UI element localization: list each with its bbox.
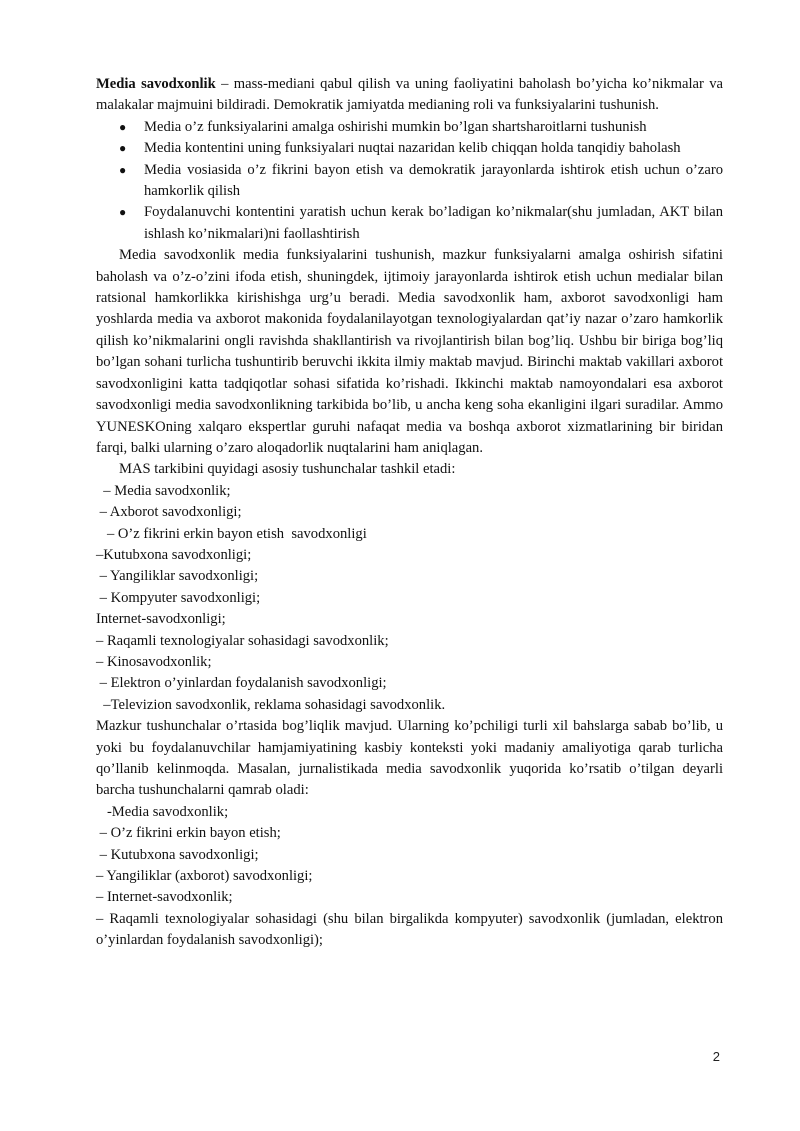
paragraph-concepts: Mazkur tushunchalar o’rtasida bog’liqlik mavjud. Ularning ko’pchiligi turli xil bahslarga sabab bo’lib, u yoki bu foydalanuvchilar hamjamiyatining kasbiy konteksti yoki madaniy amaliyotiga qarab turlicha qo’llanib kelinmoqda. Masalan, jurnalistikada media savodxonlik yuqorida ko’rsatib o’tilgan deyarli barcha tushunchalarni qamrab oladi: [96, 718, 723, 799]
bullet-icon: ● [119, 119, 127, 134]
bullet-icon: ● [119, 162, 127, 177]
journalism-item: – O’z fikrini erkin bayon etish; [96, 825, 281, 842]
mas-item: – Elektron o’yinlardan foydalanish savodxonligi; [96, 675, 387, 692]
mas-item: – Media savodxonlik; [96, 482, 231, 499]
mas-item: – Axborot savodxonligi; [96, 504, 242, 521]
bullet-icon: ● [119, 205, 127, 220]
journalism-item: – Kutubxona savodxonligi; [96, 846, 259, 863]
page-number: 2 [712, 1049, 720, 1064]
intro-paragraph [96, 74, 723, 117]
final-item: – Raqamli texnologiyalar sohasidagi (shu bilan birgalikda kompyuter) savodxonlik (jumladan, elektron o’yinlardan foydalanish savodxonligi); [96, 910, 723, 949]
list-item-text: Media vosiasida o’z fikrini bayon etish va demokratik jarayonlarda ishtirok etish uchun o’zaro hamkorlik qilish [144, 161, 723, 200]
intro-definition: – mass-mediani qabul qilish va uning faoliyatini baholash bo’yicha ko’nikmalar va malakalar majmuini bildiradi. Demokratik jamiyatda medianing roli va funksiyalarini tushunish. [96, 76, 723, 114]
list-item [96, 117, 723, 138]
mas-item: – Yangiliklar savodxonligi; [96, 568, 259, 585]
journalism-item: -Media savodxonlik; [96, 803, 229, 820]
bullet-list [96, 117, 723, 245]
intro-term: Media savodxonlik [96, 76, 216, 92]
mas-item: – Raqamli texnologiyalar sohasidagi savodxonlik; [96, 632, 389, 649]
list-item-text: Media o’z funksiyalarini amalga oshirishi mumkin bo’lgan shartsharoitlarni tushunish [144, 118, 647, 135]
mas-intro: MAS tarkibini quyidagi asosiy tushunchalar tashkil etadi: [119, 461, 456, 478]
mas-item: – O’z fikrini erkin bayon etish savodxonligi [96, 525, 367, 542]
list-item-text: Media kontentini uning funksiyalari nuqtai nazaridan kelib chiqqan holda tanqidiy baholash [144, 140, 681, 157]
list-item [96, 202, 723, 245]
mas-item: –Televizion savodxonlik, reklama sohasidagi savodxonlik. [96, 696, 446, 713]
paragraph-media-literacy: Media savodxonlik media funksiyalarini tushunish, mazkur funksiyalarni amalga oshirish sifatini baholash va o’z-o’zini ifoda etish, shuningdek, ijtimoiy jarayonlarda ishtirok etish uchun medialar bilan ratsional hamkorlikka kirishishga urg’u beradi. Media savodxonlik ham, axborot savodxonligi ham yoshlarda media va axborot makonida foydalanilayotgan texnologiyalardan qat’iy nazar o’zaro hamkorlik qilish ko’nikmalarini ongli ravishda shakllantirish va rivojlantirish bilan bog’liq. Ushbu bir biriga bog’liq bo’lgan sohani turlicha tushuntirib beruvchi ikkita ilmiy maktab mavjud. Birinchi maktab vakillari axborot savodxonligini katta tadqiqotlar sohasi sifatida ko’rishadi. Ikkinchi maktab namoyondalari esa axborot savodxonligi media savodxonlikning tarkibida bo’lib, u ancha keng soha ekanligini ilgari suradilar. Ammo YUNESKOning xalqaro ekspertlar guruhi nafaqat media va boshqa axborot xizmatlarining bir biridan farqi, balki ularning o’zaro aloqadorlik nuqtalarini ham aniqlagan. [96, 247, 723, 456]
document-page [96, 74, 723, 952]
list-item [96, 160, 723, 203]
list-item [96, 138, 723, 159]
mas-item: – Kinosavodxonlik; [96, 653, 212, 670]
bullet-icon: ● [119, 141, 127, 156]
journalism-item: – Yangiliklar (axborot) savodxonligi; [96, 868, 313, 885]
journalism-item: – Internet-savodxonlik; [96, 889, 233, 906]
list-item-text: Foydalanuvchi kontentini yaratish uchun kerak bo’ladigan ko’nikmalar(shu jumladan, AKT bilan ishlash ko’nikmalari)ni faollashtirish [144, 204, 723, 242]
mas-item: Internet-savodxonligi; [96, 611, 226, 628]
mas-item: – Kompyuter savodxonligi; [96, 589, 261, 606]
mas-item: –Kutubxona savodxonligi; [96, 546, 252, 563]
